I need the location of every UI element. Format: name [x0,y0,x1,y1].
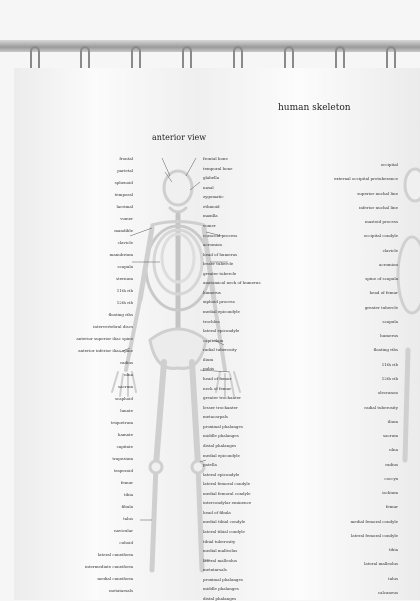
bone-label: mastoid process [365,219,398,225]
bone-label: lesser trochanter [203,404,238,410]
bone-label: xiphoid process [203,299,235,305]
bone-label: capitate [116,444,133,449]
bone-label: metacarpals [203,414,228,420]
bone-label: external occipital protuberance [333,176,398,182]
bone-label: vomer [120,216,133,221]
bone-label: head of humerus [203,251,238,257]
anterior-view-title: anterior view [152,133,207,142]
bone-label: 11th rib [116,288,133,293]
bone-label: sacrum [118,384,133,389]
bone-label: scapula [117,264,133,269]
bone-label: intervertebral discs [93,324,133,329]
bone-label: greater tubercle [203,270,237,276]
bone-label: scaphoid [114,396,133,401]
bone-label: head of femur [203,376,232,381]
bone-label: trochlea [203,318,220,324]
poster-title: human skeleton [278,103,351,113]
bone-label: vomer [203,222,216,228]
bone-label: coracoid process [203,232,238,238]
bone-label: humerus [203,289,221,295]
bone-label: radius [120,360,133,365]
bone-label: spine of scapula [365,276,398,282]
bone-label: glabella [203,175,220,181]
bone-label: ethmoid [203,203,220,209]
bone-label: acromion [378,261,398,267]
bone-label: tibia [388,547,398,553]
bone-label: scapula [382,318,398,324]
bone-label: medial tibial condyle [203,519,246,525]
bone-label: lacrimal [116,204,133,209]
bone-label: tibia [123,492,133,497]
bone-label: trapezoid [113,468,133,473]
bone-label: triquetrum [110,420,133,425]
bone-label: distal phalanges [203,596,237,601]
bone-label: anterior inferior iliac spine [78,348,133,353]
bone-label: lesser tubercle [203,261,234,267]
bone-label: acromion [203,242,223,248]
bone-label: superior nuchal line [357,190,398,196]
bone-label: ulna [124,372,133,377]
bone-label: calcaneus [377,590,398,595]
bone-label: clavicle [382,247,398,253]
bone-label: medial femoral condyle [203,490,251,496]
bone-label: middle phalanges [203,433,239,439]
bone-label: ilium [203,356,214,362]
bone-label: anterior superior iliac spine [76,336,133,341]
bone-label: floating ribs [373,347,398,353]
bone-label: greater trochanter [203,395,241,401]
bone-label: maxilla [203,213,218,219]
bone-label: occipital [380,162,398,167]
bone-label: ulna [389,447,398,453]
bone-label: mandible [114,228,133,233]
bone-label: femur [120,480,133,485]
bone-label: nasal [203,184,214,190]
bone-label: 12th rib [116,300,133,305]
bone-label: medial epicondyle [203,452,240,458]
bone-label: intermediate cuneiform [84,564,133,569]
bone-label: middle phalanges [203,586,239,592]
bone-label: 11th rib [381,361,398,367]
bone-label: greater tubercle [364,304,398,310]
bone-label: cuboid [119,540,133,545]
bone-label: lateral epicondyle [203,471,240,477]
bone-label: lateral femoral condyle [203,481,251,487]
bone-label: radial tuberosity [203,347,237,353]
bone-label: lateral malleolus [203,557,237,563]
bone-label: zygomatic [203,194,224,200]
bone-label: proximal phalanges [203,423,243,429]
bone-label: radial tuberosity [364,404,398,410]
bone-label: temporal [114,192,133,197]
bone-label: medial cuneiform [97,576,133,581]
bone-label: distal phalanges [203,442,237,448]
bone-label: metatarsals [203,567,227,573]
bone-label: lateral cuneiform [97,552,133,557]
bone-label: medial malleolus [203,548,238,554]
bone-label: lateral femoral condyle [350,532,398,538]
bone-label: frontal bone [203,156,228,161]
bone-label: femur [385,504,398,510]
bone-label: sphenoid [114,180,133,185]
bone-label: manubrium [109,252,133,257]
bone-label: head of femur [369,290,398,296]
bone-label: tibial tuberosity [203,538,236,544]
bone-label: sacrum [383,433,398,439]
bone-label: radius [385,461,398,467]
bone-label: temporal bone [203,165,233,171]
bone-label: humerus [380,333,398,339]
bone-label: coccyx [384,475,398,481]
bone-label: 12th rib [381,376,398,381]
bone-label: proximal phalanges [203,576,243,582]
bone-label: inferior nuchal line [359,204,398,210]
bone-label: neck of femur [203,385,232,391]
bone-label: patella [203,462,217,468]
bone-label: fibula [121,504,133,509]
bone-label: ilium [387,418,398,424]
bone-label: ischium [382,490,398,496]
bone-label: medial femoral condyle [350,518,398,524]
bone-label: capitulum [203,337,224,343]
bone-label: olecranon [377,390,398,396]
bone-label: medial epicondyle [203,309,240,315]
bone-label: floating ribs [108,312,133,317]
bone-label: intercondylar eminence [203,500,252,506]
bone-label: metatarsals [109,588,133,593]
bone-label: occipital condyle [363,233,398,239]
bone-label: anatomical neck of humerus [203,280,261,286]
bone-label: sternum [116,276,133,281]
bone-label: pubis [203,366,215,372]
bone-label: hamate [117,432,133,437]
bone-label: lunate [120,408,133,413]
bone-label: clavicle [117,240,133,245]
bone-label: talus [123,516,133,521]
bone-label: head of fibula [203,509,231,515]
bone-label: lateral epicondyle [203,328,240,334]
bone-label: trapezium [112,456,133,461]
bone-label: parietal [117,168,133,173]
bone-label: talus [388,575,398,581]
bone-label: frontal [119,156,133,161]
bone-label: lateral malleolus [364,561,398,567]
bone-label: navicular [114,528,133,533]
bone-label: lateral tibial condyle [203,529,245,535]
